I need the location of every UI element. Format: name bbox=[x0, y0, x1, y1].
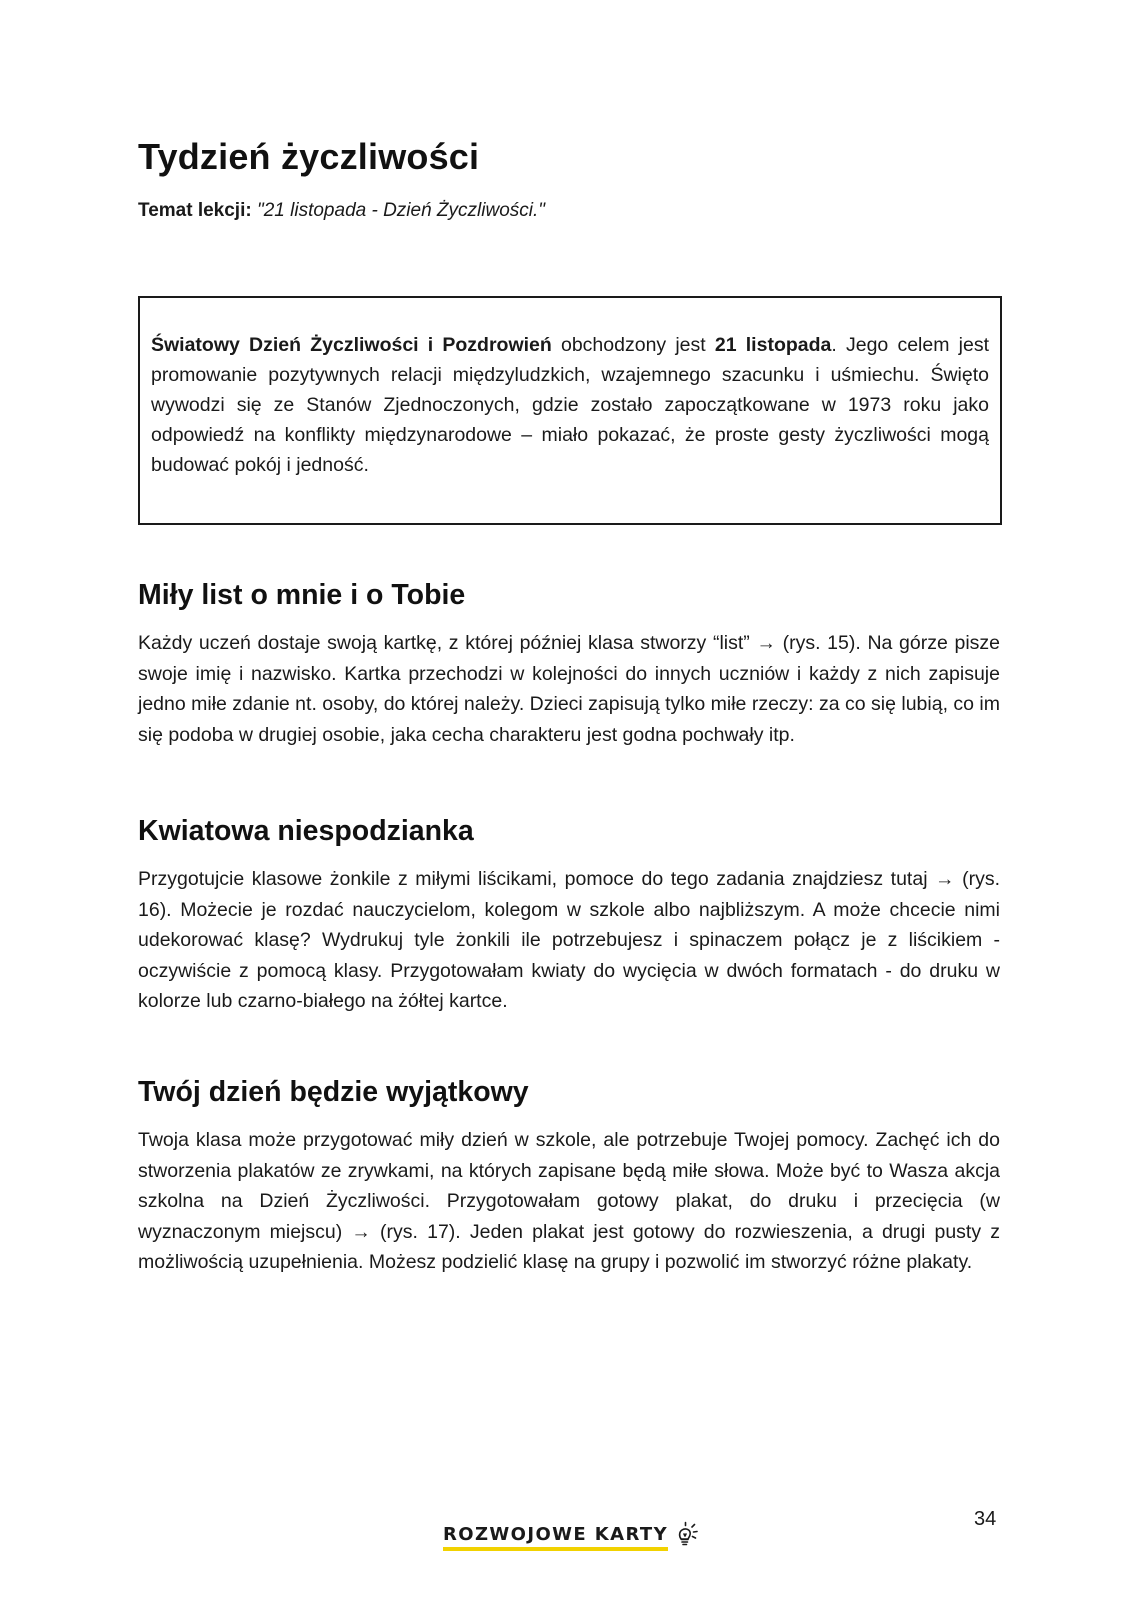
info-box-text-2: . Jego celem jest promowanie pozytywnych relacji międzyludzkich, wzajemnego szacunku i uśmiechu. Święto wywodzi się ze Stanów Zjednoczonych, gdzie zostało zapoczątkowane w 1973 roku jako odpowiedź na konflikty międzynarodowe – miało pokazać, że proste gesty życzliwości mogą budować pokój i jedność. bbox=[151, 334, 989, 476]
page-title: Tydzień życzliwości bbox=[138, 136, 480, 177]
lesson-topic-value: "21 listopada - Dzień Życzliwości." bbox=[256, 200, 546, 221]
lesson-topic bbox=[138, 200, 545, 222]
lesson-topic-label: Temat lekcji: bbox=[138, 200, 252, 221]
section-body: Każdy uczeń dostaje swoją kartkę, z której później klasa stworzy “list” → (rys. 15). Na górze pisze swoje imię i nazwisko. Kartka przechodzi w kolejności do innych uczniów i każdy z nich zapisuje jedno miłe zdanie nt. osoby, do której należy. Dzieci zapisują tylko miłe rzeczy: za co się lubią, co im się podoba w drugiej osobie, jaka cecha charakteru jest godna pochwały itp. bbox=[138, 632, 1000, 746]
footer-logo bbox=[443, 1521, 702, 1551]
section-kwiatowa-niespodzianka bbox=[138, 814, 1000, 1017]
section-twoj-dzien bbox=[138, 1075, 1000, 1278]
lightbulb-icon bbox=[672, 1521, 702, 1547]
section-heading: Kwiatowa niespodzianka bbox=[138, 815, 474, 847]
info-box-lead: Światowy Dzień Życzliwości i Pozdrowień bbox=[151, 334, 552, 356]
page-number: 34 bbox=[974, 1508, 997, 1530]
section-body: Przygotujcie klasowe żonkile z miłymi liścikami, pomoce do tego zadania znajdziesz tutaj → (rys. 16). Możecie je rozdać nauczycielom, kolegom w szkole albo najbliższym. A może chcecie nimi udekorować klasę? Wydrukuj tyle żonkili ile potrzebujesz i spinaczem połącz je z liścikiem - oczywiście z pomocą klasy. Przygotowałam kwiaty do wycięcia w dwóch formatach - do druku w kolorze lub czarno-białego na żółtej kartce. bbox=[138, 868, 1000, 1012]
info-box-text-1: obchodzony jest bbox=[551, 334, 715, 356]
section-body: Twoja klasa może przygotować miły dzień w szkole, ale potrzebuje Twojej pomocy. Zachęć ich do stworzenia plakatów ze zrywkami, na których zapisane będą miłe słowa. Może być to Wasza akcja szkolna na Dzień Życzliwości. Przygotowałam gotowy plakat, do druku i przecięcia (w wyznaczonym miejscu) → (rys. 17). Jeden plakat jest gotowy do rozwieszenia, a drugi pusty z możliwością uzupełnienia. Możesz podzielić klasę na grupy i pozwolić im stworzyć różne plakaty. bbox=[138, 1129, 1000, 1273]
info-box bbox=[138, 296, 1002, 525]
section-mily-list bbox=[138, 578, 1000, 750]
info-box-date: 21 listopada bbox=[714, 334, 832, 356]
section-heading: Miły list o mnie i o Tobie bbox=[138, 579, 466, 611]
logo-text: ROZWOJOWE KARTY bbox=[443, 1524, 668, 1551]
section-heading: Twój dzień będzie wyjątkowy bbox=[138, 1076, 529, 1108]
